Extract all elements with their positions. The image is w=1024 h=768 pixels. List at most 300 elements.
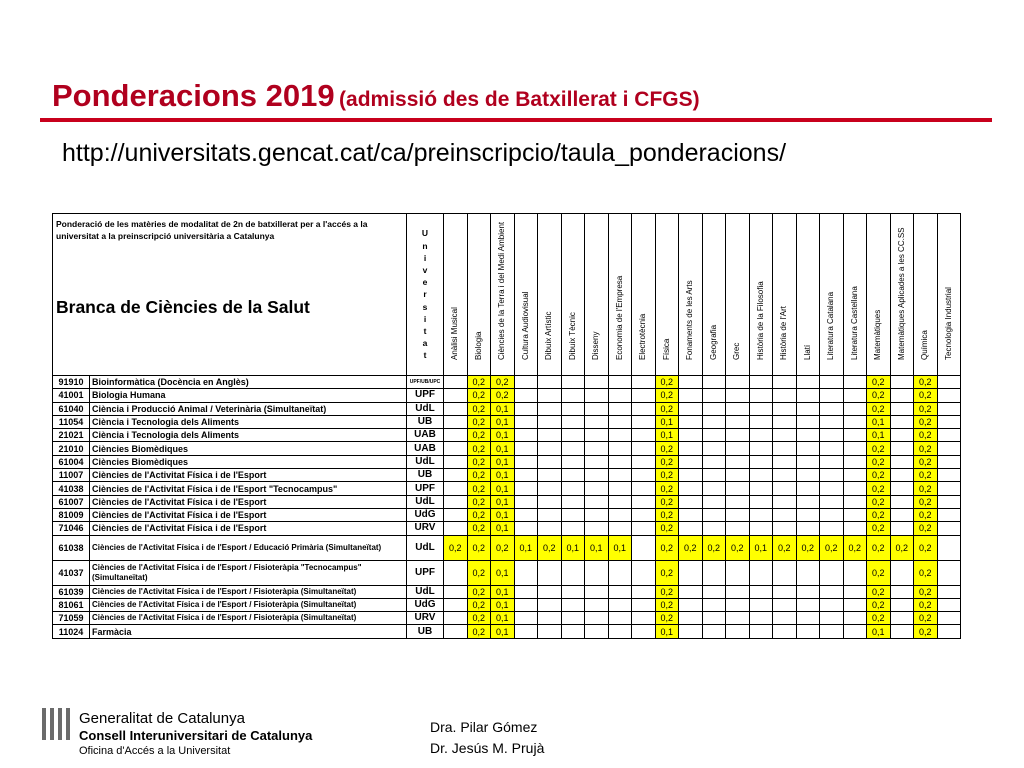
weight-cell — [796, 625, 820, 638]
weight-cell: 0,2 — [867, 442, 891, 455]
table-row — [53, 508, 961, 521]
weight-cell — [444, 612, 468, 625]
weight-cell — [514, 598, 538, 611]
weight-cell — [632, 598, 656, 611]
weight-cell: 0,2 — [655, 376, 679, 389]
subject-header — [679, 214, 703, 376]
degree-name: Ciències de l'Activitat Física i de l'Esport / Educació Primària (Simultaneïtat) — [90, 535, 407, 560]
weight-cell: 0,2 — [914, 535, 938, 560]
weight-cell — [561, 598, 585, 611]
weight-cell: 0,1 — [491, 402, 515, 415]
weight-cell — [890, 495, 914, 508]
weight-cell — [702, 469, 726, 482]
weight-cell — [538, 469, 562, 482]
weight-cell: 0,2 — [867, 508, 891, 521]
weight-cell — [796, 429, 820, 442]
weight-cell — [937, 415, 961, 428]
university-code: URV — [407, 612, 444, 625]
degree-code: 61004 — [53, 455, 90, 468]
weight-cell — [796, 482, 820, 495]
degree-code: 91910 — [53, 376, 90, 389]
weight-cell: 0,2 — [467, 469, 491, 482]
table-row — [53, 482, 961, 495]
degree-name: Ciències de l'Activitat Física i de l'Esport — [90, 495, 407, 508]
subject-header — [561, 214, 585, 376]
weight-cell — [632, 402, 656, 415]
weight-cell — [608, 495, 632, 508]
weight-cell: 0,2 — [467, 442, 491, 455]
weight-cell — [585, 482, 609, 495]
subject-header-label: Llatí — [802, 344, 812, 360]
university-code: UAB — [407, 442, 444, 455]
weight-cell — [679, 455, 703, 468]
weight-cell — [608, 455, 632, 468]
subject-header-label: Dibuix Tècnic — [567, 312, 577, 360]
table-row — [53, 376, 961, 389]
university-code: UdL — [407, 535, 444, 560]
weight-cell — [773, 495, 797, 508]
degree-code: 61040 — [53, 402, 90, 415]
weight-cell: 0,2 — [538, 535, 562, 560]
weight-cell: 0,2 — [867, 402, 891, 415]
weight-cell — [608, 376, 632, 389]
weight-cell: 0,2 — [914, 389, 938, 402]
weight-cell — [773, 598, 797, 611]
weight-cell — [843, 376, 867, 389]
weight-cell — [585, 376, 609, 389]
weight-cell: 0,2 — [444, 535, 468, 560]
subject-header-label: Dibuix Artístic — [544, 311, 554, 360]
subject-header-label: Geografia — [708, 324, 718, 360]
weight-cell: 0,2 — [867, 598, 891, 611]
weight-cell — [679, 585, 703, 598]
weight-cell — [585, 495, 609, 508]
weight-cell — [585, 455, 609, 468]
weight-cell: 0,1 — [561, 535, 585, 560]
weight-cell: 0,2 — [867, 482, 891, 495]
weight-cell — [679, 625, 703, 638]
subject-header — [538, 214, 562, 376]
weight-cell — [773, 442, 797, 455]
weight-cell — [820, 625, 844, 638]
weight-cell — [702, 612, 726, 625]
weight-cell — [585, 389, 609, 402]
weight-cell — [749, 429, 773, 442]
weight-cell — [726, 469, 750, 482]
weight-cell — [538, 402, 562, 415]
weight-cell — [890, 389, 914, 402]
table-description: Ponderació de les matèries de modalitat de 2n de batxillerat per a l'accés a la universitat a la preinscripció universitària a Catalunya — [56, 219, 368, 241]
weight-cell — [514, 429, 538, 442]
weight-cell — [608, 482, 632, 495]
slide-title — [52, 78, 700, 114]
degree-name: Biologia Humana — [90, 389, 407, 402]
weight-cell: 0,2 — [467, 376, 491, 389]
weight-cell — [820, 508, 844, 521]
weight-cell — [608, 508, 632, 521]
table-row — [53, 415, 961, 428]
weight-cell: 0,2 — [467, 508, 491, 521]
degree-code: 11007 — [53, 469, 90, 482]
weight-cell: 0,2 — [867, 455, 891, 468]
weight-cell — [608, 585, 632, 598]
weight-cell: 0,2 — [467, 482, 491, 495]
weight-cell: 0,1 — [655, 415, 679, 428]
weight-cell — [444, 560, 468, 585]
weight-cell — [444, 442, 468, 455]
weight-cell — [890, 415, 914, 428]
subject-header-label: Literatura Catalana — [826, 291, 836, 360]
weight-cell — [679, 560, 703, 585]
weight-cell — [514, 469, 538, 482]
weight-cell — [538, 442, 562, 455]
weight-cell: 0,2 — [655, 469, 679, 482]
weight-cell — [726, 522, 750, 535]
weight-cell — [538, 560, 562, 585]
weight-cell — [726, 560, 750, 585]
weight-cell — [843, 402, 867, 415]
subject-header — [796, 214, 820, 376]
weight-cell — [608, 560, 632, 585]
weight-cell: 0,2 — [914, 522, 938, 535]
weight-cell: 0,2 — [467, 625, 491, 638]
weight-cell — [726, 376, 750, 389]
weight-cell: 0,2 — [773, 535, 797, 560]
weight-cell: 0,2 — [467, 455, 491, 468]
weight-cell — [820, 469, 844, 482]
weight-cell — [514, 482, 538, 495]
degree-code: 41038 — [53, 482, 90, 495]
weight-cell — [937, 389, 961, 402]
weight-cell — [444, 389, 468, 402]
weight-cell — [538, 455, 562, 468]
weight-cell — [843, 585, 867, 598]
weight-cell: 0,2 — [914, 429, 938, 442]
footer-generalitat: Generalitat de Catalunya — [79, 710, 245, 727]
weight-cell: 0,1 — [491, 442, 515, 455]
table-row — [53, 598, 961, 611]
weight-cell: 0,2 — [914, 495, 938, 508]
degree-name: Ciències Biomèdiques — [90, 455, 407, 468]
weight-cell — [796, 612, 820, 625]
weight-cell: 0,2 — [867, 612, 891, 625]
weight-cell — [843, 625, 867, 638]
weight-cell: 0,1 — [491, 415, 515, 428]
subject-header-label: Història de l'Art — [779, 306, 789, 360]
weight-cell — [608, 612, 632, 625]
weight-cell — [937, 598, 961, 611]
weight-cell — [726, 598, 750, 611]
weight-cell: 0,2 — [914, 598, 938, 611]
weight-cell — [843, 482, 867, 495]
weight-cell — [773, 522, 797, 535]
subject-header — [608, 214, 632, 376]
degree-name: Ciències Biomèdiques — [90, 442, 407, 455]
weight-cell: 0,1 — [655, 429, 679, 442]
weight-cell — [632, 560, 656, 585]
degree-name: Ciències de l'Activitat Física i de l'Esport / Fisioteràpia "Tecnocampus" (Simultaneïtat) — [90, 560, 407, 585]
weight-cell — [820, 495, 844, 508]
weight-cell — [843, 415, 867, 428]
weight-cell — [632, 625, 656, 638]
weight-cell — [890, 442, 914, 455]
weight-cell: 0,2 — [914, 415, 938, 428]
weight-cell — [561, 508, 585, 521]
weight-cell: 0,2 — [467, 495, 491, 508]
weight-cell — [820, 482, 844, 495]
weight-cell — [561, 415, 585, 428]
weight-cell — [561, 469, 585, 482]
weight-cell — [538, 389, 562, 402]
table-row — [53, 560, 961, 585]
weight-cell: 0,2 — [679, 535, 703, 560]
weight-cell: 0,2 — [914, 585, 938, 598]
weight-cell: 0,2 — [890, 535, 914, 560]
weight-cell — [796, 389, 820, 402]
degree-code: 61039 — [53, 585, 90, 598]
title-divider — [40, 118, 992, 122]
subject-header-label: Tecnologia Industrial — [943, 287, 953, 360]
weight-cell — [937, 612, 961, 625]
weight-cell: 0,2 — [914, 625, 938, 638]
weight-cell — [679, 522, 703, 535]
weight-cell — [843, 612, 867, 625]
weight-cell — [773, 429, 797, 442]
weight-cell — [796, 585, 820, 598]
degree-name: Ciències de l'Activitat Física i de l'Esport "Tecnocampus" — [90, 482, 407, 495]
weight-cell: 0,1 — [867, 625, 891, 638]
weight-cell — [796, 402, 820, 415]
weight-cell — [820, 389, 844, 402]
degree-code: 61038 — [53, 535, 90, 560]
degree-name: Ciències de l'Activitat Física i de l'Esport / Fisioteràpia (Simultaneïtat) — [90, 612, 407, 625]
weight-cell — [726, 495, 750, 508]
weight-cell: 0,2 — [867, 535, 891, 560]
subject-header — [632, 214, 656, 376]
weight-cell — [538, 598, 562, 611]
weight-cell — [444, 469, 468, 482]
weight-cell — [890, 612, 914, 625]
weight-cell — [702, 560, 726, 585]
weight-cell — [773, 455, 797, 468]
degree-name: Farmàcia — [90, 625, 407, 638]
weight-cell — [749, 442, 773, 455]
weight-cell — [679, 495, 703, 508]
degree-name: Ciències de l'Activitat Física i de l'Esport — [90, 508, 407, 521]
weight-cell — [444, 495, 468, 508]
university-code: UdL — [407, 455, 444, 468]
weight-cell — [585, 508, 609, 521]
weight-cell — [726, 442, 750, 455]
table-row — [53, 522, 961, 535]
weight-cell: 0,1 — [491, 522, 515, 535]
weight-cell: 0,2 — [702, 535, 726, 560]
weight-cell — [890, 455, 914, 468]
weight-cell — [561, 402, 585, 415]
weight-cell — [514, 585, 538, 598]
weight-cell — [890, 585, 914, 598]
weight-cell — [702, 598, 726, 611]
weight-cell — [937, 625, 961, 638]
subject-header-label: Grec — [732, 342, 742, 360]
weight-cell — [561, 522, 585, 535]
weight-cell — [561, 376, 585, 389]
weight-cell — [773, 389, 797, 402]
weight-cell — [749, 625, 773, 638]
weight-cell: 0,2 — [867, 560, 891, 585]
weight-cell — [702, 429, 726, 442]
weight-cell — [749, 389, 773, 402]
weight-cell: 0,2 — [914, 455, 938, 468]
weight-cell — [585, 625, 609, 638]
weight-cell — [632, 429, 656, 442]
weight-cell — [773, 482, 797, 495]
table-row — [53, 469, 961, 482]
subject-header-label: Fonaments de les Arts — [685, 280, 695, 360]
weight-cell — [561, 625, 585, 638]
subject-header-label: Electrotècnia — [638, 313, 648, 360]
weight-cell — [444, 598, 468, 611]
source-url: http://universitats.gencat.cat/ca/preinscripcio/taula_ponderacions/ — [62, 139, 787, 167]
weight-cell — [679, 389, 703, 402]
weight-cell — [679, 482, 703, 495]
footer-office: Oficina d'Accés a la Universitat — [79, 745, 231, 757]
weight-cell — [937, 455, 961, 468]
weight-cell — [843, 560, 867, 585]
weight-cell: 0,2 — [467, 612, 491, 625]
weight-cell — [843, 495, 867, 508]
weight-cell — [726, 389, 750, 402]
weight-cell — [726, 429, 750, 442]
degree-code: 71046 — [53, 522, 90, 535]
degree-code: 71059 — [53, 612, 90, 625]
weight-cell — [820, 376, 844, 389]
weight-cell — [585, 415, 609, 428]
weight-cell — [561, 585, 585, 598]
weight-cell — [514, 376, 538, 389]
table-row — [53, 442, 961, 455]
university-code: UdL — [407, 495, 444, 508]
subject-header-label: Història de la Filosofia — [755, 281, 765, 360]
weight-cell — [538, 495, 562, 508]
weight-cell — [514, 612, 538, 625]
degree-code: 81061 — [53, 598, 90, 611]
university-code: UdL — [407, 402, 444, 415]
weight-cell: 0,1 — [491, 612, 515, 625]
weight-cell: 0,2 — [914, 612, 938, 625]
weight-cell — [937, 508, 961, 521]
weight-cell — [890, 376, 914, 389]
weight-cell — [796, 598, 820, 611]
weight-cell — [890, 469, 914, 482]
weight-cell — [444, 402, 468, 415]
weight-cell — [585, 598, 609, 611]
weight-cell — [702, 625, 726, 638]
footer-author-1: Dra. Pilar Gómez — [430, 719, 538, 735]
weight-cell — [608, 402, 632, 415]
subject-header — [467, 214, 491, 376]
weight-cell: 0,1 — [491, 508, 515, 521]
subject-header — [514, 214, 538, 376]
weight-cell — [632, 389, 656, 402]
weight-cell — [444, 455, 468, 468]
table-branch: Branca de Ciències de la Salut — [56, 297, 310, 317]
weight-cell — [632, 455, 656, 468]
table-row — [53, 585, 961, 598]
weight-cell — [538, 415, 562, 428]
university-code: UB — [407, 469, 444, 482]
weight-cell — [679, 612, 703, 625]
weight-cell: 0,2 — [467, 560, 491, 585]
weight-cell — [702, 455, 726, 468]
weight-cell — [585, 402, 609, 415]
weight-cell — [749, 455, 773, 468]
subject-header-label: Ciències de la Terra i del Medi Ambient — [497, 221, 507, 360]
weight-cell — [937, 376, 961, 389]
weight-cell — [796, 495, 820, 508]
subject-header-label: Biologia — [473, 331, 483, 360]
university-code: UAB — [407, 429, 444, 442]
degree-name: Bioinformàtica (Docència en Anglès) — [90, 376, 407, 389]
weight-cell — [796, 415, 820, 428]
weight-cell — [773, 585, 797, 598]
weight-cell — [726, 585, 750, 598]
weight-cell: 0,2 — [655, 560, 679, 585]
degree-name: Ciències de l'Activitat Física i de l'Esport / Fisioteràpia (Simultaneïtat) — [90, 585, 407, 598]
weight-cell: 0,2 — [655, 455, 679, 468]
weight-cell — [561, 612, 585, 625]
weight-cell — [444, 585, 468, 598]
weight-cell — [585, 612, 609, 625]
subject-header-label: Matemàtiques — [873, 309, 883, 360]
table-row — [53, 402, 961, 415]
subject-header — [914, 214, 938, 376]
subject-header — [444, 214, 468, 376]
weight-cell: 0,2 — [655, 482, 679, 495]
weight-cell — [702, 495, 726, 508]
footer-author-2: Dr. Jesús M. Prujà — [430, 740, 545, 756]
weight-cell: 0,2 — [867, 376, 891, 389]
weight-cell — [702, 376, 726, 389]
weight-cell — [820, 455, 844, 468]
weight-cell — [561, 560, 585, 585]
weight-cell — [608, 389, 632, 402]
weight-cell — [444, 429, 468, 442]
weight-cell — [937, 522, 961, 535]
university-code: UPF — [407, 482, 444, 495]
degree-code: 11054 — [53, 415, 90, 428]
weight-cell — [444, 625, 468, 638]
weight-cell: 0,2 — [655, 402, 679, 415]
weight-cell — [749, 376, 773, 389]
weight-cell — [632, 522, 656, 535]
weight-cell — [796, 508, 820, 521]
weight-cell — [538, 508, 562, 521]
weight-cell — [843, 598, 867, 611]
weight-cell — [585, 469, 609, 482]
weight-cell — [843, 469, 867, 482]
degree-code: 41037 — [53, 560, 90, 585]
weight-cell — [773, 560, 797, 585]
table-row — [53, 429, 961, 442]
weight-cell: 0,2 — [914, 442, 938, 455]
weight-cell: 0,2 — [726, 535, 750, 560]
subject-header — [655, 214, 679, 376]
weight-cell — [890, 508, 914, 521]
weight-cell — [514, 522, 538, 535]
degree-code: 11024 — [53, 625, 90, 638]
weight-cell — [796, 376, 820, 389]
